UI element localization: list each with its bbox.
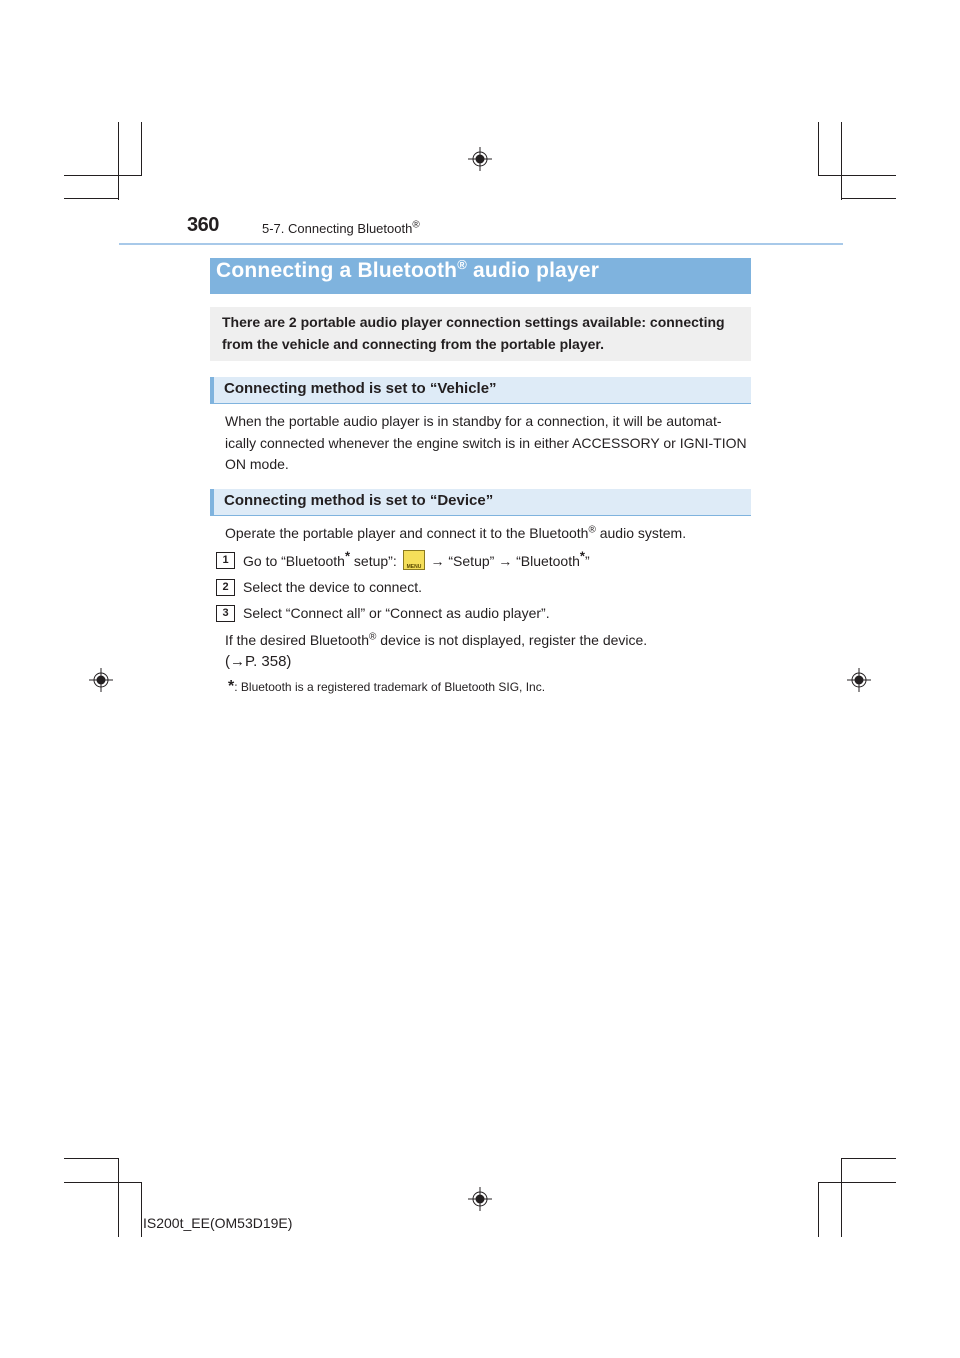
step-text: → “Setup” → “Bluetooth (426, 553, 580, 569)
subsection-title-vehicle: Connecting method is set to “Vehicle” (224, 380, 497, 397)
footnote (228, 678, 545, 696)
section-title-text: Connecting a Bluetooth (216, 259, 458, 282)
registered-mark: ® (369, 631, 377, 643)
page-reference: (→P. 358) (225, 653, 292, 670)
step-text: Go to “Bluetooth (243, 553, 345, 569)
header-divider (119, 243, 843, 245)
subsection-accent (210, 489, 214, 516)
asterisk: * (344, 548, 351, 564)
device-intro-text: Operate the portable player and connect it to the Bluetooth (225, 525, 589, 541)
footnote-asterisk: * (228, 678, 235, 695)
crop-mark (841, 122, 842, 200)
chapter-title (262, 221, 420, 236)
step-number-3: 3 (216, 605, 235, 622)
step-text: ” (584, 553, 590, 569)
device-intro-text: audio system. (595, 525, 687, 541)
note-text: device is not displayed, register the device. (376, 632, 648, 648)
registered-mark: ® (412, 219, 420, 231)
crop-mark (818, 1182, 819, 1237)
registration-mark-icon (468, 1187, 492, 1211)
step-2-text: Select the device to connect. (243, 579, 422, 595)
step-text: setup”: (350, 553, 401, 569)
document-code: IS200t_EE(OM53D19E) (143, 1215, 293, 1231)
crop-mark (64, 1158, 119, 1159)
registration-mark-icon (89, 668, 113, 692)
crop-mark (818, 1182, 896, 1183)
crop-mark (64, 1182, 142, 1183)
subsection-accent (210, 377, 214, 404)
subsection-title-device: Connecting method is set to “Device” (224, 492, 494, 509)
registration-mark-icon (847, 668, 871, 692)
crop-mark (118, 1158, 119, 1237)
device-note (225, 630, 647, 652)
section-title-text: audio player (467, 259, 600, 282)
registration-mark-icon (468, 147, 492, 171)
step-number-2: 2 (216, 579, 235, 596)
crop-mark (141, 122, 142, 176)
step-number-1: 1 (216, 552, 235, 569)
page-number: 360 (187, 214, 219, 236)
footnote-text: : Bluetooth is a registered trademark of Bluetooth SIG, Inc. (234, 680, 546, 694)
crop-mark (841, 1158, 842, 1237)
intro-text: There are 2 portable audio player connection settings available: connecting from the vehicle and connecting from the portable player. (222, 314, 725, 352)
asterisk: * (579, 548, 585, 564)
chapter-title-text: 5-7. Connecting Bluetooth (262, 221, 413, 236)
crop-mark (841, 1158, 896, 1159)
step-3-text: Select “Connect all” or “Connect as audio player”. (243, 605, 550, 621)
section-title (216, 259, 599, 283)
crop-mark (141, 1182, 142, 1237)
crop-mark (118, 122, 119, 200)
menu-button-icon (403, 550, 425, 570)
vehicle-paragraph: When the portable audio player is in standby for a connection, it will be automat-ically connected whenever the engine switch is in either ACCESSORY or IGNI-TION ON mode. (225, 413, 747, 472)
step-1-text (243, 550, 590, 573)
crop-mark (818, 175, 896, 176)
crop-mark (818, 122, 819, 176)
crop-mark (64, 198, 119, 199)
device-intro (225, 523, 686, 545)
crop-mark (64, 175, 142, 176)
registered-mark: ® (457, 257, 467, 272)
menu-icon-label: MENU (406, 564, 422, 570)
note-text: If the desired Bluetooth (225, 632, 369, 648)
registered-mark: ® (588, 524, 596, 536)
crop-mark (841, 198, 896, 199)
